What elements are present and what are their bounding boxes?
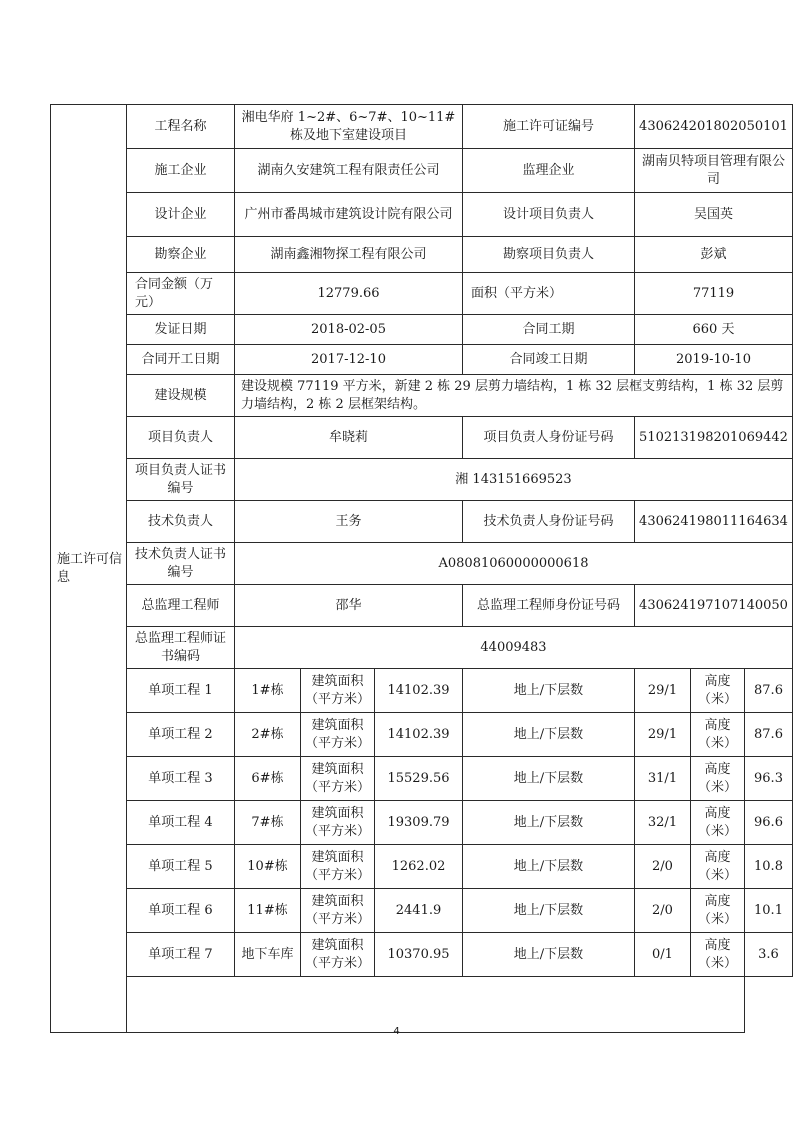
sub-project-floors: 2/0 bbox=[635, 845, 691, 889]
start-date-label: 合同开工日期 bbox=[127, 345, 235, 375]
sub-project-building: 6#栋 bbox=[235, 757, 301, 801]
project-name-value: 湘电华府 1~2#、6~7#、10~11#栋及地下室建设项目 bbox=[235, 105, 463, 149]
sub-project-height: 87.6 bbox=[745, 713, 793, 757]
floors-header: 地上/下层数 bbox=[463, 845, 635, 889]
scale-value: 建设规模 77119 平方米，新建 2 栋 29 层剪力墙结构，1 栋 32 层框支剪结构，1 栋 32 层剪力墙结构，2 栋 2 层框架结构。 bbox=[235, 375, 793, 417]
project-lead-cert-value: 湘 143151669523 bbox=[235, 459, 793, 501]
designer-label: 设计企业 bbox=[127, 193, 235, 237]
sub-project-area: 1262.02 bbox=[375, 845, 463, 889]
floors-header: 地上/下层数 bbox=[463, 757, 635, 801]
page-number: 4 bbox=[393, 1026, 400, 1037]
area-header: 建筑面积（平方米） bbox=[301, 889, 375, 933]
table-row bbox=[51, 669, 793, 713]
table-row bbox=[51, 889, 793, 933]
sub-project-area: 2441.9 bbox=[375, 889, 463, 933]
floors-header: 地上/下层数 bbox=[463, 669, 635, 713]
floors-header: 地上/下层数 bbox=[463, 933, 635, 977]
project-lead-cert-label: 项目负责人证书编号 bbox=[127, 459, 235, 501]
sub-project-height: 3.6 bbox=[745, 933, 793, 977]
sub-project-building: 7#栋 bbox=[235, 801, 301, 845]
sub-project-name: 单项工程 6 bbox=[127, 889, 235, 933]
floors-header: 地上/下层数 bbox=[463, 713, 635, 757]
project-lead-value: 牟晓莉 bbox=[235, 417, 463, 459]
area-label: 面积（平方米） bbox=[463, 273, 635, 315]
supervisor-company-label: 监理企业 bbox=[463, 149, 635, 193]
sub-project-building: 11#栋 bbox=[235, 889, 301, 933]
sub-project-area: 19309.79 bbox=[375, 801, 463, 845]
project-lead-label: 项目负责人 bbox=[127, 417, 235, 459]
sub-project-height: 87.6 bbox=[745, 669, 793, 713]
tech-lead-id-label: 技术负责人身份证号码 bbox=[463, 501, 635, 543]
sub-project-name: 单项工程 5 bbox=[127, 845, 235, 889]
sub-project-floors: 2/0 bbox=[635, 889, 691, 933]
sub-project-building: 2#栋 bbox=[235, 713, 301, 757]
sub-project-height: 10.1 bbox=[745, 889, 793, 933]
floors-header: 地上/下层数 bbox=[463, 889, 635, 933]
chief-supervisor-label: 总监理工程师 bbox=[127, 585, 235, 627]
contract-amount-label: 合同金额（万元） bbox=[127, 273, 235, 315]
sub-project-area: 15529.56 bbox=[375, 757, 463, 801]
sub-project-name: 单项工程 2 bbox=[127, 713, 235, 757]
contractor-label: 施工企业 bbox=[127, 149, 235, 193]
sub-project-area: 14102.39 bbox=[375, 713, 463, 757]
sub-project-building: 10#栋 bbox=[235, 845, 301, 889]
design-lead-label: 设计项目负责人 bbox=[463, 193, 635, 237]
tech-lead-cert-label: 技术负责人证书编号 bbox=[127, 543, 235, 585]
sub-project-area: 10370.95 bbox=[375, 933, 463, 977]
start-date-value: 2017-12-10 bbox=[235, 345, 463, 375]
sub-project-floors: 31/1 bbox=[635, 757, 691, 801]
height-header: 高度（米） bbox=[691, 933, 745, 977]
contract-period-value: 660 天 bbox=[635, 315, 793, 345]
chief-supervisor-id-label: 总监理工程师身份证号码 bbox=[463, 585, 635, 627]
tech-lead-label: 技术负责人 bbox=[127, 501, 235, 543]
chief-supervisor-value: 邵华 bbox=[235, 585, 463, 627]
tech-lead-value: 王务 bbox=[235, 501, 463, 543]
table-row bbox=[51, 801, 793, 845]
sub-project-height: 10.8 bbox=[745, 845, 793, 889]
floors-header: 地上/下层数 bbox=[463, 801, 635, 845]
sub-project-floors: 29/1 bbox=[635, 669, 691, 713]
sub-project-floors: 32/1 bbox=[635, 801, 691, 845]
issue-date-label: 发证日期 bbox=[127, 315, 235, 345]
supervisor-company-value: 湖南贝特项目管理有限公司 bbox=[635, 149, 793, 193]
height-header: 高度（米） bbox=[691, 845, 745, 889]
area-header: 建筑面积（平方米） bbox=[301, 669, 375, 713]
tech-lead-cert-value: A08081060000000618 bbox=[235, 543, 793, 585]
area-value: 77119 bbox=[635, 273, 793, 315]
sub-project-name: 单项工程 4 bbox=[127, 801, 235, 845]
table-row bbox=[51, 713, 793, 757]
area-header: 建筑面积（平方米） bbox=[301, 845, 375, 889]
survey-lead-value: 彭斌 bbox=[635, 237, 793, 273]
chief-supervisor-cert-label: 总监理工程师证书编码 bbox=[127, 627, 235, 669]
sub-project-name: 单项工程 1 bbox=[127, 669, 235, 713]
scale-label: 建设规模 bbox=[127, 375, 235, 417]
sub-project-name: 单项工程 7 bbox=[127, 933, 235, 977]
area-header: 建筑面积（平方米） bbox=[301, 757, 375, 801]
sub-project-name: 单项工程 3 bbox=[127, 757, 235, 801]
sub-project-floors: 0/1 bbox=[635, 933, 691, 977]
permit-number-label: 施工许可证编号 bbox=[463, 105, 635, 149]
sub-project-building: 地下车库 bbox=[235, 933, 301, 977]
table-row bbox=[51, 757, 793, 801]
tech-lead-id-value: 430624198011164634 bbox=[635, 501, 793, 543]
contractor-value: 湖南久安建筑工程有限责任公司 bbox=[235, 149, 463, 193]
height-header: 高度（米） bbox=[691, 889, 745, 933]
height-header: 高度（米） bbox=[691, 669, 745, 713]
survey-lead-label: 勘察项目负责人 bbox=[463, 237, 635, 273]
chief-supervisor-cert-value: 44009483 bbox=[235, 627, 793, 669]
surveyor-label: 勘察企业 bbox=[127, 237, 235, 273]
chief-supervisor-id-value: 430624197107140050 bbox=[635, 585, 793, 627]
design-lead-value: 吴国英 bbox=[635, 193, 793, 237]
section-label: 施工许可信息 bbox=[51, 105, 127, 1033]
permit-number-value: 430624201802050101 bbox=[635, 105, 793, 149]
project-name-label: 工程名称 bbox=[127, 105, 235, 149]
completion-date-label: 合同竣工日期 bbox=[463, 345, 635, 375]
table-row bbox=[51, 933, 793, 977]
area-header: 建筑面积（平方米） bbox=[301, 713, 375, 757]
project-lead-id-value: 510213198201069442 bbox=[635, 417, 793, 459]
blank-cell bbox=[127, 977, 745, 1033]
height-header: 高度（米） bbox=[691, 757, 745, 801]
contract-amount-value: 12779.66 bbox=[235, 273, 463, 315]
height-header: 高度（米） bbox=[691, 801, 745, 845]
project-lead-id-label: 项目负责人身份证号码 bbox=[463, 417, 635, 459]
sub-project-building: 1#栋 bbox=[235, 669, 301, 713]
blank-row bbox=[51, 977, 793, 1033]
area-header: 建筑面积（平方米） bbox=[301, 933, 375, 977]
sub-project-height: 96.3 bbox=[745, 757, 793, 801]
construction-permit-table bbox=[50, 104, 793, 1033]
height-header: 高度（米） bbox=[691, 713, 745, 757]
table-row bbox=[51, 845, 793, 889]
completion-date-value: 2019-10-10 bbox=[635, 345, 793, 375]
contract-period-label: 合同工期 bbox=[463, 315, 635, 345]
surveyor-value: 湖南鑫湘物探工程有限公司 bbox=[235, 237, 463, 273]
sub-project-height: 96.6 bbox=[745, 801, 793, 845]
sub-project-area: 14102.39 bbox=[375, 669, 463, 713]
sub-project-floors: 29/1 bbox=[635, 713, 691, 757]
area-header: 建筑面积（平方米） bbox=[301, 801, 375, 845]
designer-value: 广州市番禺城市建筑设计院有限公司 bbox=[235, 193, 463, 237]
issue-date-value: 2018-02-05 bbox=[235, 315, 463, 345]
